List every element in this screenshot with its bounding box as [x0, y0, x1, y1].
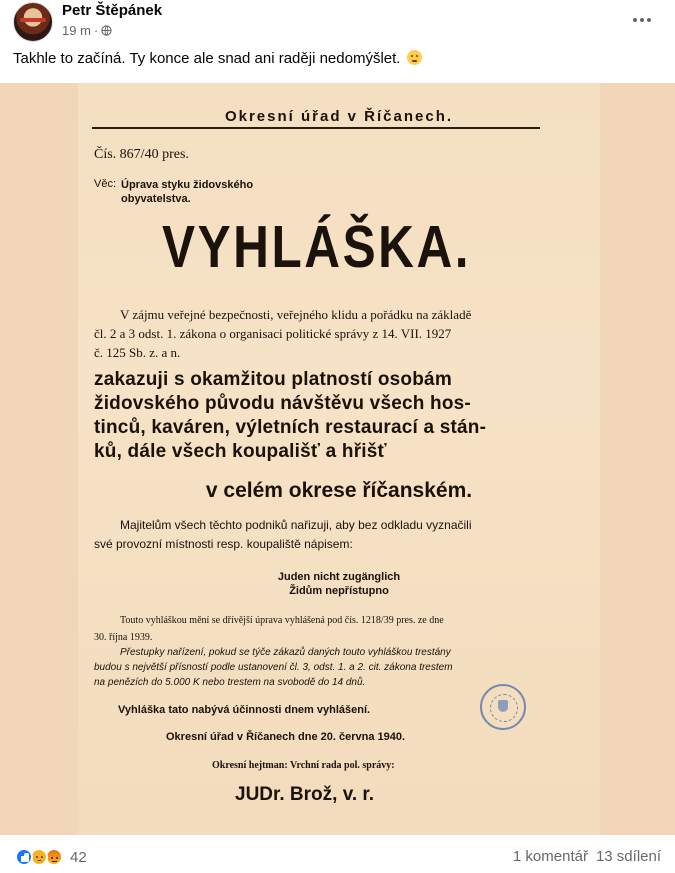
doc-line: Přestupky nařízení, pokud se týče zákazů daných touto vyhláškou trestány: [120, 647, 451, 658]
doc-line: tinců, kaváren, výletních restaurací a stán-: [94, 417, 487, 438]
doc-hejtman: Okresní hejtman: Vrchní rada pol. správy:: [212, 760, 395, 771]
globe-icon: [101, 25, 112, 36]
doc-office-date: Okresní úřad v Říčanech dne 20. června 1940.: [166, 731, 406, 743]
doc-effect: Vyhláška tato nabývá účinnosti dnem vyhlášení.: [118, 704, 371, 716]
like-icon: [15, 848, 33, 866]
post-meta: [62, 23, 112, 38]
post-header: [0, 0, 675, 44]
doc-line: budou s největší přísností podle ustanovení čl. 3, odst. 1. a 2. cit. zákona trestem: [94, 662, 453, 673]
post-time[interactable]: 19 m: [62, 23, 91, 38]
doc-paragraph-owners: [94, 516, 472, 554]
doc-prohibition: [94, 368, 486, 464]
doc-title: VYHLÁŠKA.: [162, 214, 472, 280]
doc-subject: [121, 178, 253, 206]
doc-sign-text: [78, 570, 600, 598]
doc-line: 30. října 1939.: [94, 632, 153, 643]
post-text: [13, 50, 422, 67]
doc-number: Čís. 867/40 pres.: [94, 147, 189, 162]
doc-subject-line: Úprava styku židovského: [121, 179, 254, 191]
doc-line: Juden nicht zugänglich: [277, 571, 401, 583]
shares-link[interactable]: 13 sdílení: [595, 848, 661, 865]
doc-office-header: Okresní úřad v Říčanech.: [224, 108, 454, 125]
doc-line: ků, dále všech koupališť a hřišť: [94, 441, 387, 462]
doc-line: židovského původu návštěvu všech hos-: [94, 393, 471, 414]
doc-line: V zájmu veřejné bezpečnosti, veřejného klidu a pořádku na základě: [120, 307, 472, 322]
author-name[interactable]: Petr Štěpánek: [62, 2, 163, 19]
doc-subject-label: Věc:: [94, 178, 117, 190]
doc-paragraph-legal-basis: [94, 305, 471, 362]
doc-line: Židům nepřístupno: [289, 585, 389, 597]
doc-paragraph-amendment: [94, 612, 444, 646]
doc-line: na penězích do 5.000 K nebo trestem na svobodě do 14 dnů.: [94, 677, 366, 688]
doc-line: Touto vyhláškou mění se dřívější úprava vyhlášená pod čís. 1218/39 pres. ze dne: [120, 615, 444, 626]
avatar[interactable]: [13, 2, 53, 42]
comments-link[interactable]: 1 komentář: [512, 848, 588, 865]
doc-line: čl. 2 a 3 odst. 1. zákona o organisaci politické správy z 14. VII. 1927: [94, 326, 452, 341]
post-footer: [0, 835, 675, 873]
doc-header-rule: [92, 127, 540, 129]
reaction-count: 42: [70, 848, 87, 866]
post-stats: [513, 848, 661, 865]
reactions-summary[interactable]: [15, 848, 87, 866]
doc-subject-line: obyvatelstva.: [121, 193, 191, 205]
doc-line: své provozní místnosti resp. koupaliště nápisem:: [94, 537, 353, 551]
post-image[interactable]: [0, 83, 675, 835]
official-stamp: [480, 684, 526, 730]
document-scan: [78, 83, 600, 835]
doc-signature: JUDr. Brož, v. r.: [235, 784, 375, 805]
doc-line: zakazuji s okamžitou platností osobám: [94, 369, 452, 390]
doc-district: v celém okrese říčanském.: [205, 479, 473, 502]
doc-line: Majitelům všech těchto podniků nařizuji, aby bez odkladu vyznačili: [120, 518, 472, 532]
post-text-content: Takhle to začíná. Ty konce ale snad ani raději nedomýšlet.: [13, 50, 401, 67]
thinking-emoji: [407, 50, 422, 65]
meta-separator: ·: [93, 23, 99, 38]
more-options-icon[interactable]: [627, 8, 657, 32]
doc-line: č. 125 Sb. z. a n.: [94, 345, 181, 360]
doc-paragraph-penalties: [94, 645, 453, 690]
